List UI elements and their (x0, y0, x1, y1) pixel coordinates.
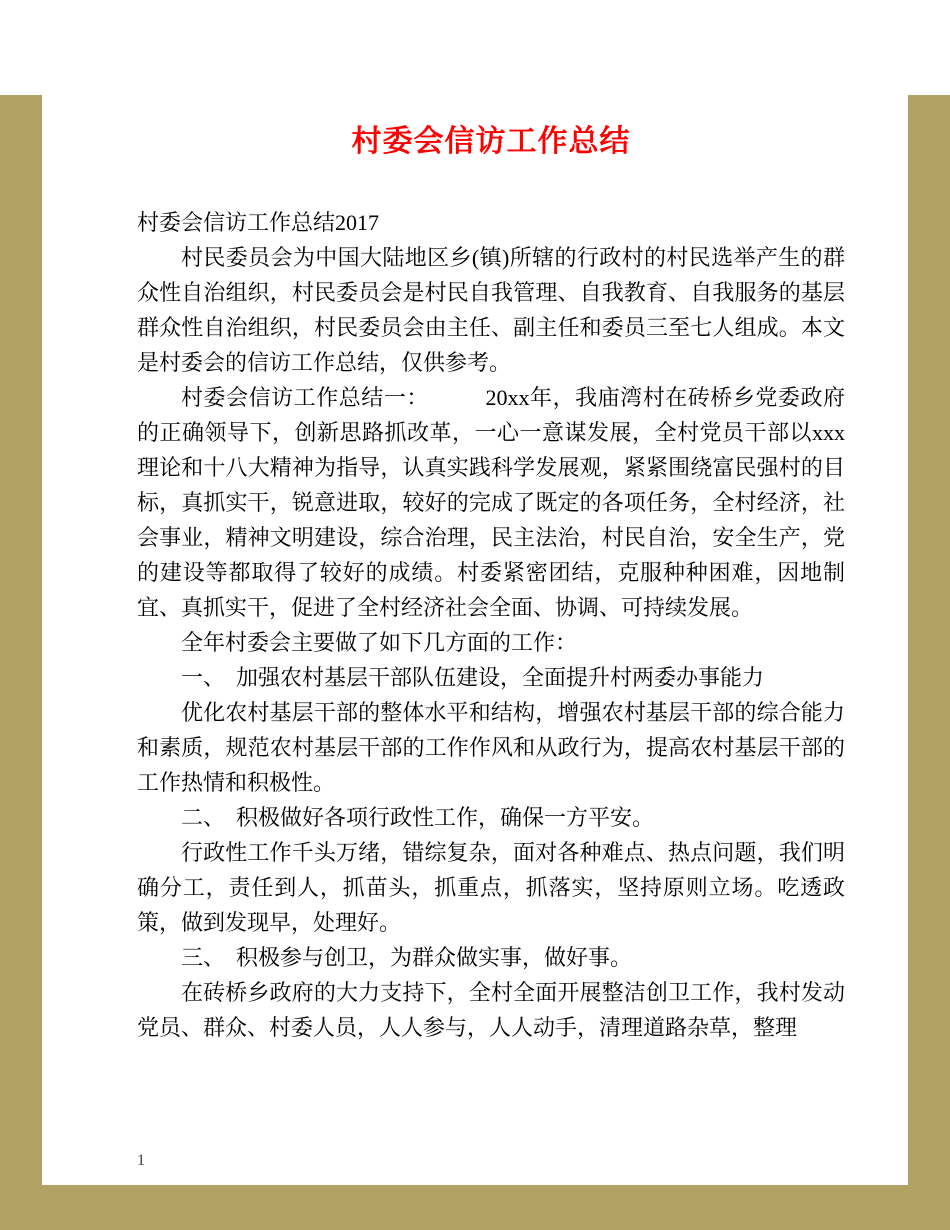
paragraph: 村民委员会为中国大陆地区乡(镇)所辖的行政村的村民选举产生的群众性自治组织，村民委员会是村民自我管理、自我教育、自我服务的基层群众性自治组织，村民委员会由主任、副主任和委员三至七人组成。本文是村委会的信访工作总结，仅供参考。 (137, 245, 845, 375)
paragraph: 行政性工作千头万绪，错综复杂，面对各种难点、热点问题，我们明确分工，责任到人，抓苗头，抓重点，抓落实，坚持原则立场。吃透政策，做到发现早，处理好。 (137, 840, 845, 935)
paragraph: 村委会信访工作总结2017 (137, 210, 380, 235)
document-body (137, 205, 845, 1045)
paragraph: 三、 积极参与创卫，为群众做实事，做好事。 (181, 945, 633, 970)
top-margin-band (0, 0, 950, 95)
paragraph: 在砖桥乡政府的大力支持下，全村全面开展整洁创卫工作，我村发动党员、群众、村委人员，人人参与，人人动手，清理道路杂草，整理 (137, 980, 845, 1040)
paragraph: 一、 加强农村基层干部队伍建设，全面提升村两委办事能力 (181, 665, 765, 690)
paragraph: 村委会信访工作总结一： 20xx年，我庙湾村在砖桥乡党委政府的正确领导下，创新思路抓改革，一心一意谋发展，全村党员干部以xxx理论和十八大精神为指导，认真实践科学发展观，紧紧围绕富民强村的目标，真抓实干，锐意进取，较好的完成了既定的各项任务，全村经济，社会事业，精神文明建设，综合治理，民主法治，村民自治，安全生产，党的建设等都取得了较好的成绩。村委紧密团结，克服种种困难，因地制宜、真抓实干，促进了全村经济社会全面、协调、可持续发展。 (137, 385, 845, 620)
page-number: 1 (137, 1152, 145, 1169)
document-title: 村委会信访工作总结 (351, 125, 631, 158)
paragraph: 全年村委会主要做了如下几方面的工作： (181, 630, 578, 655)
paragraph: 二、 积极做好各项行政性工作，确保一方平安。 (181, 805, 655, 830)
paragraph: 优化农村基层干部的整体水平和结构，增强农村基层干部的综合能力和素质，规范农村基层干部的工作作风和从政行为，提高农村基层干部的工作热情和积极性。 (137, 700, 845, 795)
document-page (42, 95, 908, 1185)
